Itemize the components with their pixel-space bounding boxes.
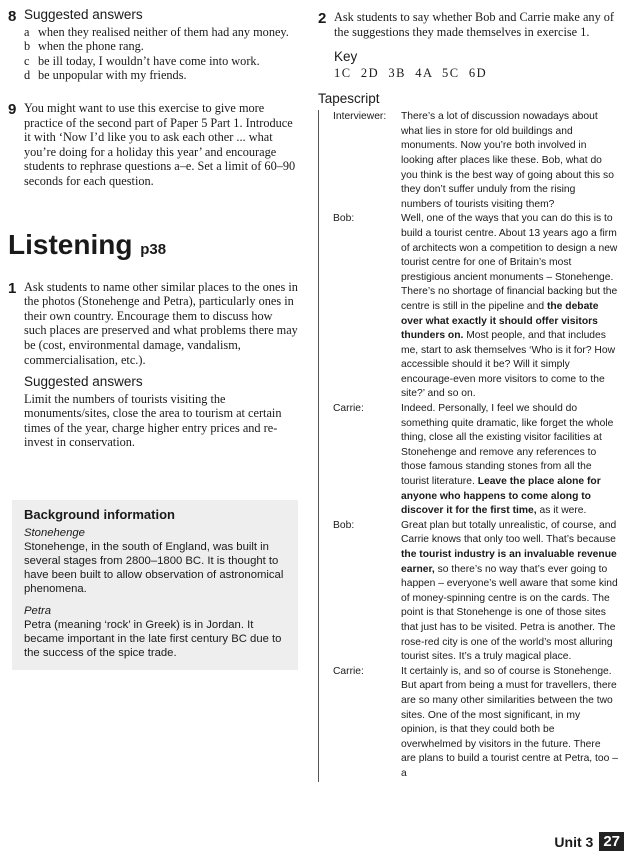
speaker-text [393, 665, 618, 782]
answer-item: b when the phone rang. [24, 39, 144, 54]
tapescript-turn [319, 519, 618, 665]
stonehenge-subheading: Stonehenge [24, 527, 85, 539]
speaker-label: Interviewer: [333, 111, 387, 123]
speaker-label: Carrie: [333, 403, 364, 415]
speaker-text [393, 402, 618, 519]
exercise-number: 9 [8, 100, 17, 118]
tapescript-heading: Tapescript [318, 91, 380, 107]
answer-item: d be unpopular with my friends. [24, 68, 187, 83]
background-information-box [12, 500, 298, 670]
speaker-label: Carrie: [333, 665, 364, 677]
exercise-2 [318, 10, 618, 81]
page-number: 27 [599, 832, 624, 851]
exercise-text: Ask students to name other similar places to the ones in the photos (Stonehenge and Petra), particularly ones in their own country. Encourage them to discuss how such places are preserved and what problems there may be (cost, environmental damage, vandalism, commercialisation, etc.). [24, 279, 298, 367]
speaker-label: Bob: [333, 213, 355, 225]
tapescript-turn [319, 110, 618, 212]
exercise-1 [8, 280, 298, 451]
text-span: It certainly is, and so of course is Stonehenge. But apart from being a must for travellers, there are so many other similarities between the two sites. One of the most significant, in my opinion, is that they could both be overwhelmed by visitors in the future. There are plans to build a tourist centre at Petra, too – a [401, 665, 618, 779]
answer-item: c be ill today, I wouldn’t have come into work. [24, 53, 260, 68]
left-column [8, 8, 298, 450]
tapescript-turn [319, 665, 618, 782]
speaker-label: Bob: [333, 519, 355, 531]
text-span: Most people, and that includes me, start to ask themselves ‘Who is it for? How accessible should it be? Will it simply encourage-even more visitors to come to the site?’ and so on. [401, 330, 616, 400]
answer-item: a when they realised neither of them had any money. [24, 24, 289, 39]
text-span: Well, one of the ways that you can do this is to build a tourist centre. About 13 years ago a firm of architects won a competition to design a new tourist centre for one of Britain’s most prestigious ancient monuments – Stonehenge. There’s no shortage of financial backing but the centre is still in the pipeline and [401, 213, 618, 312]
highlighted-phrase: the debate over what exactly it should offer visitors thunders on. [401, 300, 599, 342]
exercise-8 [8, 8, 298, 83]
suggested-answer-text: Limit the numbers of tourists visiting the monuments/sites, close the area to tourism at certain times of the year, charge higher entry prices and re-invest in conservation. [24, 391, 282, 450]
page-reference: p38 [140, 240, 167, 258]
speaker-text [393, 519, 618, 665]
speaker-text [393, 110, 618, 212]
exercise-number: 8 [8, 8, 17, 25]
text-span: so there’s no way that’s ever going to happen – everyone’s well aware that some kind of money-spinning centre is on the cards. The point is that Stonehenge is one of those sites that just has to be visited. Petra is another. The rose-red city is one of the world’s most alluring tourist sites. It’s a truly magical place. [401, 563, 618, 663]
unit-label: Unit 3 [554, 833, 594, 850]
tapescript [318, 110, 618, 781]
text-span: as it were. [536, 505, 587, 517]
exercise-number: 1 [8, 279, 17, 297]
highlighted-phrase: Leave the place alone for anyone who happens to come along to discover it for the first time, [401, 476, 601, 517]
suggested-answers-heading: Suggested answers [24, 7, 143, 22]
speaker-text [393, 212, 618, 402]
highlighted-phrase: the tourist industry is an invaluable revenue earner, [401, 549, 617, 575]
key-heading: Key [334, 49, 358, 65]
stonehenge-text: Stonehenge, in the south of England, was built in several stages from 2800–1800 BC. It is thought to have been built to allow observation of astronomical phenomena. [24, 541, 284, 595]
suggested-answers-heading: Suggested answers [24, 374, 143, 390]
text-span: Great plan but totally unrealistic, of course, and Carrie knows that only too well. That’s because [401, 519, 617, 546]
page-footer [554, 832, 624, 851]
tapescript-turn [319, 402, 618, 519]
exercise-text: You might want to use this exercise to give more practice of the second part of Paper 5 Part 1. Introduce it with ‘Now I’d like you to ask each other ... what you’re doing for a holiday this year’ and encourage students to rephrase questions a–e. Set a limit of 60–90 seconds for each question. [24, 100, 296, 188]
exercise-9 [8, 101, 298, 189]
petra-text: Petra (meaning ‘rock’ in Greek) is in Jordan. It became important in the late first century BC due to the success of the spice trade. [24, 619, 282, 659]
box-title: Background information [24, 507, 175, 522]
answer-list [24, 25, 298, 83]
exercise-number: 2 [318, 10, 327, 27]
exercise-text: Ask students to say whether Bob and Carrie make any of the suggestions they made themselves in exercise 1. [334, 10, 615, 39]
text-span: There’s a lot of discussion nowadays about what lies in store for old buildings and monuments. Now you’re both involved in looking after places like these. Bob, what do you think is the best way of going about this so they don’t suffer unduly from the rising numbers of tourists visiting them? [401, 111, 614, 210]
section-title: Listening p38 [8, 228, 167, 260]
right-column [318, 10, 618, 782]
petra-subheading: Petra [24, 605, 52, 617]
answer-key: 1C 2D 3B 4A 5C 6D [334, 66, 488, 81]
text-span: Indeed. Personally, I feel we should do something quite dramatic, like forget the whole thing, close all the existing visitor facilities at Stonehenge and remove any references to those famous standing stones from all the tourist literature. [401, 403, 614, 488]
tapescript-turn [319, 212, 618, 402]
